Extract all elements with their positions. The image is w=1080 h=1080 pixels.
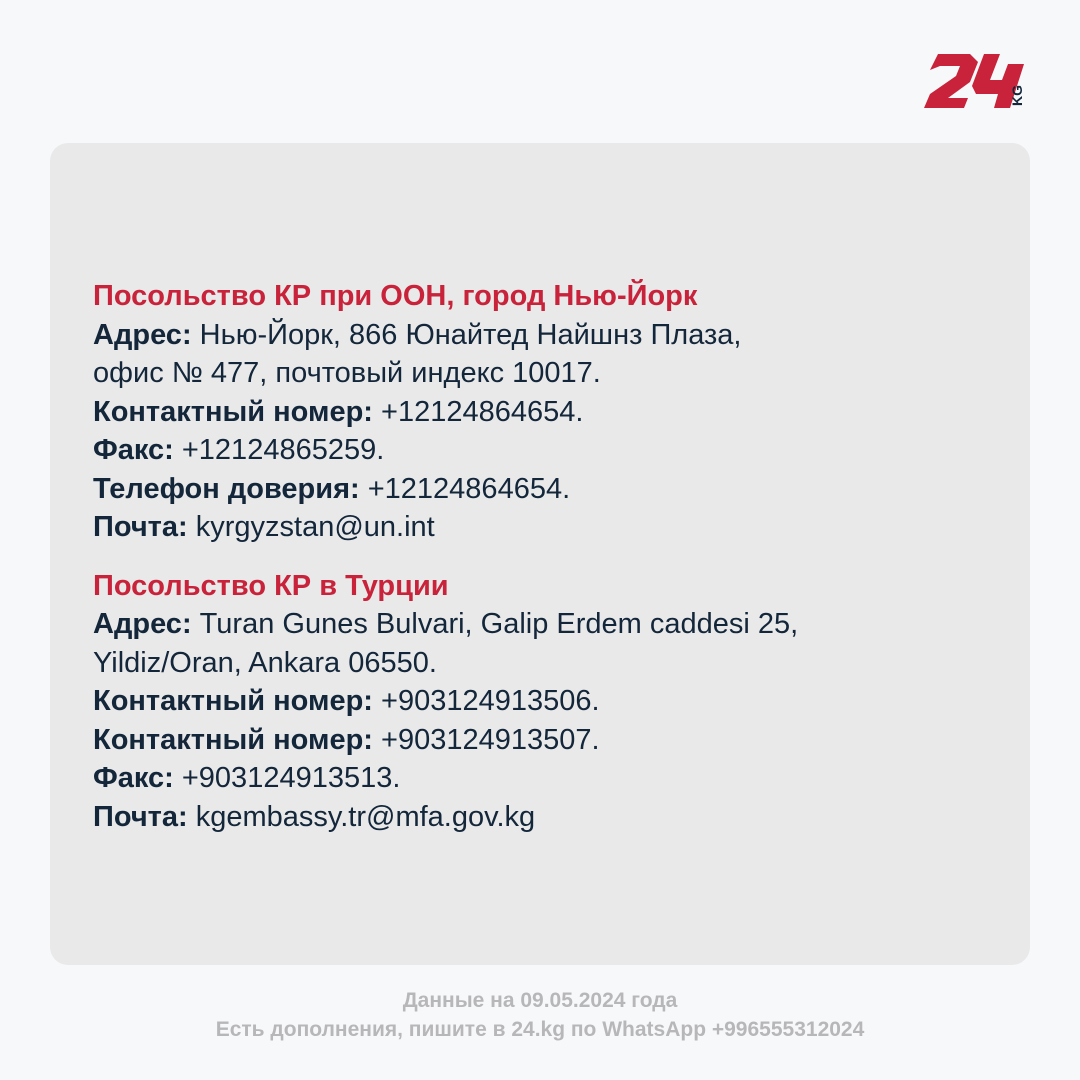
contact-value: +903124913507. [372, 723, 600, 756]
fax-value: +903124913513. [173, 762, 401, 794]
contact-label: Контактный номер: [93, 685, 373, 717]
embassy-heading: Посольство КР при ООН, город Нью-Йорк [93, 280, 698, 312]
embassy-heading: Посольство КР в Турции [93, 569, 449, 602]
address-value: Turan Gunes Bulvari, Galip Erdem caddesi 25, [191, 608, 799, 640]
embassy-turkey [93, 567, 993, 837]
footer-note [0, 986, 1080, 1044]
logo-two-glyph [924, 54, 978, 108]
email-label: Почта: [93, 511, 188, 543]
footer-date: Данные на 09.05.2024 года [402, 989, 678, 1012]
fax-line [93, 759, 993, 798]
email-label: Почта: [93, 800, 188, 833]
email-value: kgembassy.tr@mfa.gov.kg [187, 800, 536, 833]
fax-line [93, 431, 993, 470]
address-label: Адрес: [93, 318, 192, 351]
contact-line [93, 721, 993, 760]
hotline-value: +12124864654. [359, 472, 571, 505]
footer-contact: Есть дополнения, пишите в 24.kg по WhatsApp +996555312024 [215, 1018, 865, 1041]
embassy-un-newyork [93, 277, 993, 547]
contact-line [93, 682, 993, 721]
embassy-list [93, 277, 993, 836]
address-label: Адрес: [93, 608, 192, 640]
email-line [93, 508, 993, 547]
contact-value: +903124913506. [372, 685, 600, 717]
hotline-line [93, 470, 993, 509]
contact-line [93, 393, 993, 432]
contact-label: Контактный номер: [93, 723, 373, 756]
address-value: Нью-Йорк, 866 Юнайтед Найшнз Плаза, [191, 318, 742, 351]
address-line [93, 316, 993, 355]
email-value: kyrgyzstan@un.int [187, 511, 435, 543]
address-line-continued: офис № 477, почтовый индекс 10017. [93, 357, 601, 389]
address-line-continued: Yildiz/Oran, Ankara 06550. [93, 646, 437, 679]
fax-value: +12124865259. [173, 434, 385, 466]
logo-kg-text: KG [1009, 85, 1025, 106]
email-line [93, 798, 993, 837]
contact-label: Контактный номер: [93, 395, 373, 428]
hotline-label: Телефон доверия: [93, 472, 360, 505]
contact-value: +12124864654. [372, 395, 584, 428]
fax-label: Факс: [93, 434, 174, 466]
24kg-logo [920, 48, 1032, 114]
address-line [93, 605, 993, 644]
fax-label: Факс: [93, 762, 174, 794]
